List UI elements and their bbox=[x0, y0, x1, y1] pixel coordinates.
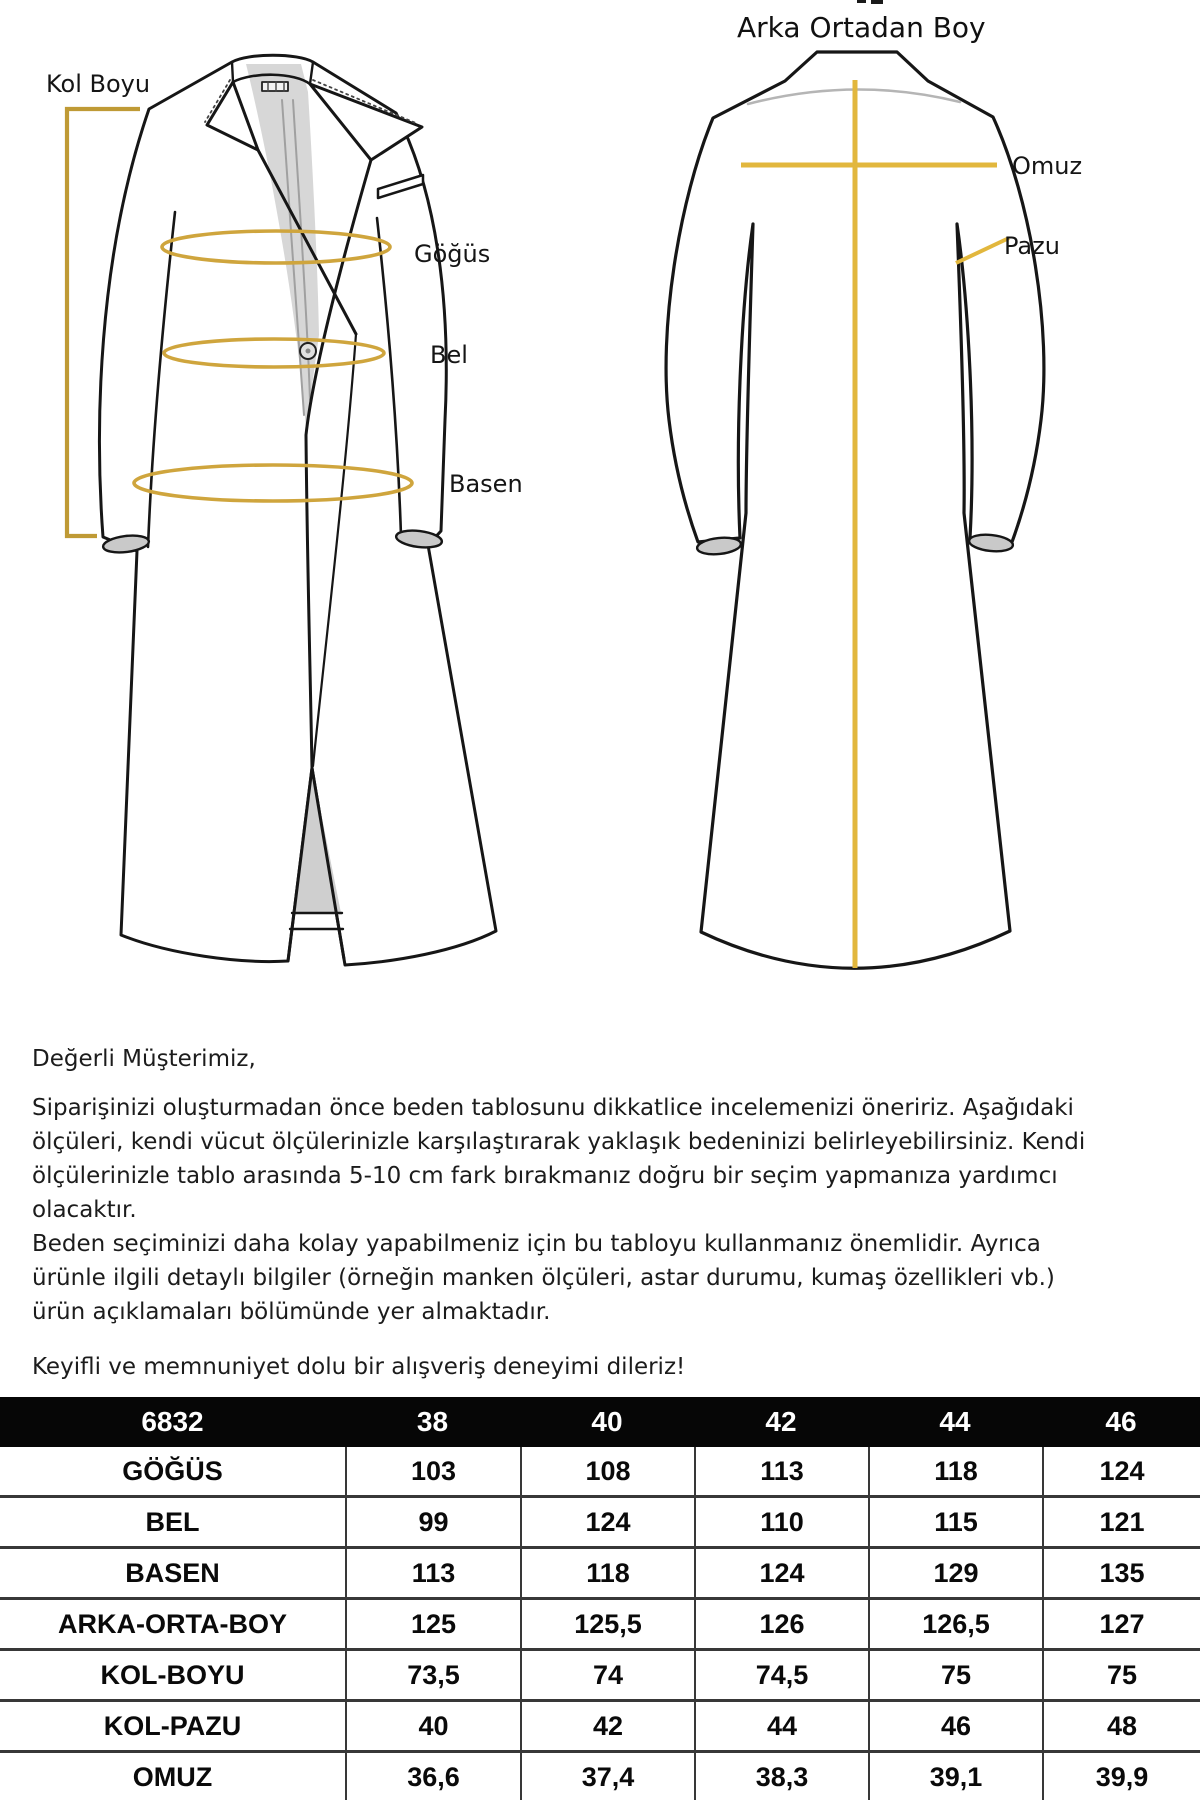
measurement-value: 48 bbox=[1042, 1702, 1200, 1750]
measurement-value: 129 bbox=[868, 1549, 1042, 1597]
body-text-line: olacaktır. bbox=[32, 1197, 137, 1223]
body-text-line: ölçüleri, kendi vücut ölçülerinizle karşılaştırarak yaklaşık bedeninizi belirleyebilirsiniz. Kendi bbox=[32, 1129, 1086, 1155]
measurement-value: 118 bbox=[520, 1549, 694, 1597]
size-table bbox=[0, 1397, 1200, 1800]
closing-text: Keyifli ve memnuniyet dolu bir alışveriş deneyimi dileriz! bbox=[32, 1354, 686, 1380]
measurement-value: 46 bbox=[868, 1702, 1042, 1750]
measurement-value: 42 bbox=[520, 1702, 694, 1750]
measurement-label: KOL-PAZU bbox=[103, 1710, 242, 1741]
measurement-value: 115 bbox=[868, 1498, 1042, 1546]
label-shoulder: Omuz bbox=[1012, 152, 1083, 180]
measurement-value: 108 bbox=[520, 1447, 694, 1495]
table-row bbox=[0, 1702, 1200, 1753]
table-row bbox=[0, 1498, 1200, 1549]
measurement-value: 113 bbox=[694, 1447, 868, 1495]
measurement-label: GÖĞÜS bbox=[122, 1455, 223, 1486]
table-row bbox=[0, 1651, 1200, 1702]
label-waist: Bel bbox=[430, 341, 468, 369]
table-row bbox=[0, 1447, 1200, 1498]
measurement-value: 126,5 bbox=[868, 1600, 1042, 1648]
label-hip: Basen bbox=[449, 470, 523, 498]
label-bicep: Pazu bbox=[1004, 232, 1060, 260]
size-column-header: 44 bbox=[939, 1406, 971, 1437]
measurement-value: 124 bbox=[1042, 1447, 1200, 1495]
measurement-value: 103 bbox=[345, 1447, 520, 1495]
measurement-value: 125,5 bbox=[520, 1600, 694, 1648]
greeting-text: Değerli Müşterimiz, bbox=[32, 1046, 256, 1072]
body-text-line: ürün açıklamaları bölümünde yer almaktadır. bbox=[32, 1299, 551, 1325]
measurement-value: 125 bbox=[345, 1600, 520, 1648]
measurement-label: BASEN bbox=[125, 1557, 220, 1588]
model-number: 6832 bbox=[141, 1406, 204, 1437]
label-chest: Göğüs bbox=[414, 240, 491, 268]
size-column-header: 38 bbox=[416, 1406, 449, 1437]
measurement-value: 38,3 bbox=[694, 1753, 868, 1800]
cropped-artifact bbox=[857, 0, 883, 4]
measurement-value: 39,9 bbox=[1042, 1753, 1200, 1800]
measurement-label: ARKA-ORTA-BOY bbox=[58, 1608, 287, 1639]
measurement-value: 74,5 bbox=[694, 1651, 868, 1699]
measurement-label: KOL-BOYU bbox=[100, 1659, 245, 1690]
label-sleeve-length: Kol Boyu bbox=[46, 70, 151, 98]
size-column-header: 46 bbox=[1105, 1406, 1137, 1437]
measurement-value: 36,6 bbox=[345, 1753, 520, 1800]
body-text-line: Beden seçiminizi daha kolay yapabilmeniz için bu tabloyu kullanmanız önemlidir. Ayrıca bbox=[32, 1231, 1041, 1257]
measurement-value: 37,4 bbox=[520, 1753, 694, 1800]
measurement-label: BEL bbox=[145, 1506, 200, 1537]
measurement-value: 124 bbox=[520, 1498, 694, 1546]
body-text-line: Siparişinizi oluşturmadan önce beden tablosunu dikkatlice incelemenizi öneririz. Aşağıdaki bbox=[32, 1095, 1074, 1121]
measurement-value: 74 bbox=[520, 1651, 694, 1699]
measurement-value: 73,5 bbox=[345, 1651, 520, 1699]
intro-paragraphs bbox=[32, 1091, 1085, 1329]
measurement-value: 113 bbox=[345, 1549, 520, 1597]
body-text-line: ölçülerinizle tablo arasında 5-10 cm fark bırakmanız doğru bir seçim yapmanıza yardımcı bbox=[32, 1163, 1058, 1189]
measurement-label: OMUZ bbox=[132, 1761, 213, 1792]
measurement-value: 118 bbox=[868, 1447, 1042, 1495]
table-row bbox=[0, 1600, 1200, 1651]
measurement-value: 75 bbox=[868, 1651, 1042, 1699]
body-text-line: ürünle ilgili detaylı bilgiler (örneğin manken ölçüleri, astar durumu, kumaş özellikleri vb.) bbox=[32, 1265, 1055, 1291]
size-column-header: 42 bbox=[765, 1406, 797, 1437]
measurement-value: 135 bbox=[1042, 1549, 1200, 1597]
size-column-header: 40 bbox=[591, 1406, 623, 1437]
measurement-value: 99 bbox=[345, 1498, 520, 1546]
measurement-value: 127 bbox=[1042, 1600, 1200, 1648]
measurement-value: 39,1 bbox=[868, 1753, 1042, 1800]
measurement-value: 75 bbox=[1042, 1651, 1200, 1699]
size-table-body bbox=[0, 1447, 1200, 1800]
measurement-value: 44 bbox=[694, 1702, 868, 1750]
table-row bbox=[0, 1753, 1200, 1800]
measurement-value: 124 bbox=[694, 1549, 868, 1597]
back-length-title: Arka Ortadan Boy bbox=[737, 11, 986, 44]
front-coat-drawing bbox=[99, 55, 496, 965]
measurement-value: 126 bbox=[694, 1600, 868, 1648]
front-button-center bbox=[306, 349, 311, 354]
size-table-header bbox=[0, 1397, 1200, 1447]
hem-slit-bands bbox=[290, 913, 343, 929]
table-row bbox=[0, 1549, 1200, 1600]
measurement-value: 121 bbox=[1042, 1498, 1200, 1546]
measurement-value: 40 bbox=[345, 1702, 520, 1750]
measurement-value: 110 bbox=[694, 1498, 868, 1546]
